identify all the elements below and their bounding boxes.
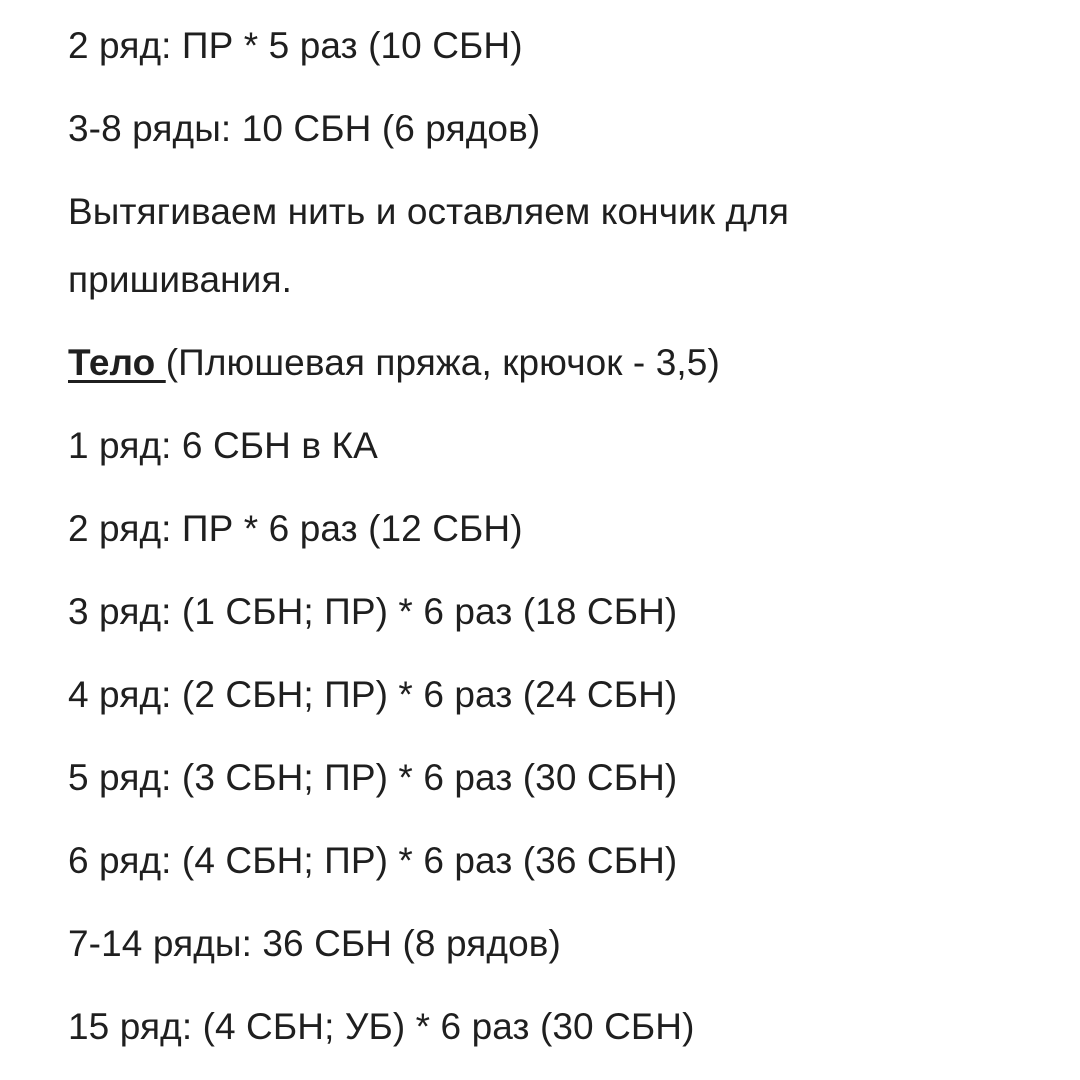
instruction-line: 2 ряд: ПР * 5 раз (10 СБН) [68, 25, 523, 66]
instruction-line: пришивания. [68, 259, 292, 300]
instruction-line: 15 ряд: (4 СБН; УБ) * 6 раз (30 СБН) [68, 1006, 695, 1047]
instruction-line: 3 ряд: (1 СБН; ПР) * 6 раз (18 СБН) [68, 591, 678, 632]
section-heading [68, 341, 720, 385]
instruction-line: 5 ряд: (3 СБН; ПР) * 6 раз (30 СБН) [68, 757, 678, 798]
instruction-line: Вытягиваем нить и оставляем кончик для [68, 191, 790, 232]
section-subtitle: (Плюшевая пряжа, крючок - 3,5) [165, 342, 720, 383]
instruction-line: 2 ряд: ПР * 6 раз (12 СБН) [68, 508, 523, 549]
instruction-line: 4 ряд: (2 СБН; ПР) * 6 раз (24 СБН) [68, 674, 678, 715]
instruction-line: 6 ряд: (4 СБН; ПР) * 6 раз (36 СБН) [68, 840, 678, 881]
instruction-line: 1 ряд: 6 СБН в КА [68, 425, 378, 466]
section-title: Тело [68, 342, 166, 383]
instruction-line: 7-14 ряды: 36 СБН (8 рядов) [68, 923, 561, 964]
instruction-line: 3-8 ряды: 10 СБН (6 рядов) [68, 108, 541, 149]
